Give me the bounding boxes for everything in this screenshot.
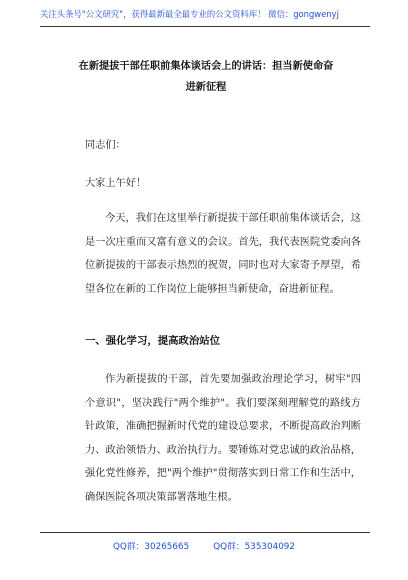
header-banner <box>40 8 370 27</box>
salutation: 同志们： <box>85 140 126 151</box>
footer-divider <box>40 532 370 533</box>
footer-contacts <box>0 540 408 554</box>
section-1-paragraph: 作为新提拔的干部，首先要加强政治理论学习，树牢"四个意识"，坚决践行"两个维护"。我们要深刻理解党的路线方针政策，准确把握新时代党的建设总要求，不断提高政治判断力、政治领悟力、政治执行力。要锤炼对党忠诚的政治品格，强化党性修养，把"两个维护"贯彻落实到日常工作和生活中，确保医院各项决策部署落地生根。 <box>85 374 361 503</box>
footer-qq-group-1: QQ群：30265665 <box>112 542 190 552</box>
document-title <box>58 56 354 98</box>
document-title-line-2: 进新征程 <box>185 81 227 93</box>
header-banner-text: 关注头条号"公文研究"，获得最新最全最专业的公文资料库！ 微信：gongwenyj <box>40 9 339 19</box>
footer-qq-group-2: QQ群：535304092 <box>213 542 296 552</box>
document-title-line-1: 在新提拔干部任职前集体谈话会上的讲话：担当新使命奋 <box>78 60 334 72</box>
intro-paragraph: 今天，我们在这里举行新提拔干部任职前集体谈话会，这是一次庄重而又富有意义的会议。首先，我代表医院党委向各位新提拔的干部表示热烈的祝贺，同时也对大家寄予厚望，希望各位在新的工作岗位上能够担当新使命，奋进新征程。 <box>85 213 361 295</box>
section-1-heading: 一、强化学习，提高政治站位 <box>85 335 221 347</box>
greeting: 大家上午好！ <box>85 178 147 189</box>
